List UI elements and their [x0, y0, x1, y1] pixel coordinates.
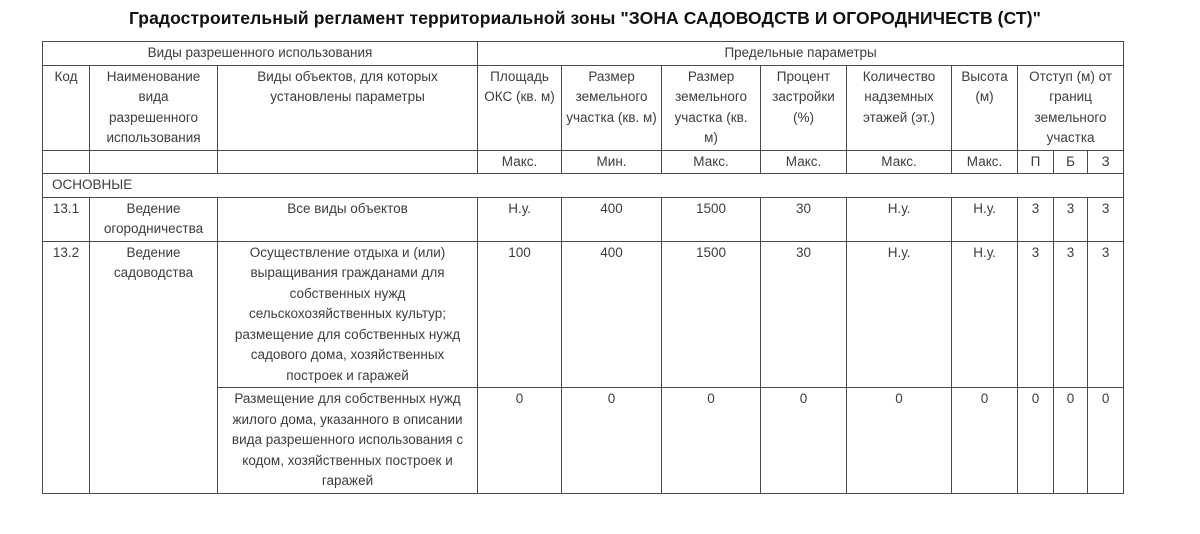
row-objects: Осуществление отдыха и (или) выращивания гражданами для собственных нужд сельскохозяйственных культур; размещение для собственных нужд садового дома, хозяйственных построек и гаражей — [218, 241, 478, 388]
header-oks-area: Площадь ОКС (кв. м) — [478, 65, 562, 150]
subheader-setback-p: П — [1018, 150, 1054, 174]
table-row — [43, 197, 1124, 241]
subheader-empty — [43, 150, 90, 174]
group-header-row — [43, 42, 1124, 66]
row-setback-b: 0 — [1054, 388, 1088, 494]
row-code: 13.1 — [43, 197, 90, 241]
row-setback-p: 3 — [1018, 197, 1054, 241]
header-objects: Виды объектов, для которых установлены параметры — [218, 65, 478, 150]
row-height: Н.у. — [952, 241, 1018, 388]
row-oks-area: Н.у. — [478, 197, 562, 241]
row-floors: Н.у. — [847, 197, 952, 241]
header-setback: Отступ (м) от границ земельного участка — [1018, 65, 1124, 150]
header-group-params: Предельные параметры — [478, 42, 1124, 66]
row-setback-p: 0 — [1018, 388, 1054, 494]
table-row — [43, 241, 1124, 388]
subheader-height: Макс. — [952, 150, 1018, 174]
regulation-table — [42, 41, 1124, 494]
header-code: Код — [43, 65, 90, 150]
document-title: Градостроительный регламент территориальной зоны "ЗОНА САДОВОДСТВ И ОГОРОДНИЧЕСТВ (СТ)" — [128, 8, 1042, 28]
row-coverage: 30 — [761, 197, 847, 241]
row-coverage: 30 — [761, 241, 847, 388]
header-plot-min: Размер земельного участка (кв. м) — [562, 65, 662, 150]
row-oks-area: 0 — [478, 388, 562, 494]
header-height: Высота (м) — [952, 65, 1018, 150]
row-coverage: 0 — [761, 388, 847, 494]
row-setback-p: 3 — [1018, 241, 1054, 388]
row-floors: Н.у. — [847, 241, 952, 388]
row-oks-area: 100 — [478, 241, 562, 388]
row-plot-min: 400 — [562, 197, 662, 241]
row-objects: Размещение для собственных нужд жилого дома, указанного в описании вида разрешенного использования с кодом, хозяйственных построек и гаражей — [218, 388, 478, 494]
subheader-empty — [90, 150, 218, 174]
subheader-plot-min: Мин. — [562, 150, 662, 174]
row-plot-min: 400 — [562, 241, 662, 388]
row-objects: Все виды объектов — [218, 197, 478, 241]
header-plot-max: Размер земельного участка (кв. м) — [662, 65, 761, 150]
row-height: Н.у. — [952, 197, 1018, 241]
row-name: Ведение садоводства — [90, 241, 218, 493]
row-setback-z: 3 — [1088, 241, 1124, 388]
row-setback-b: 3 — [1054, 197, 1088, 241]
subheader-floors: Макс. — [847, 150, 952, 174]
header-floors: Количество надземных этажей (эт.) — [847, 65, 952, 150]
row-name: Ведение огородничества — [90, 197, 218, 241]
row-setback-b: 3 — [1054, 241, 1088, 388]
column-header-row — [43, 65, 1124, 150]
subheader-oks-area: Макс. — [478, 150, 562, 174]
row-plot-max: 1500 — [662, 197, 761, 241]
section-label: ОСНОВНЫЕ — [43, 174, 1124, 198]
row-setback-z: 3 — [1088, 197, 1124, 241]
header-coverage: Процент застройки (%) — [761, 65, 847, 150]
subheader-row — [43, 150, 1124, 174]
subheader-plot-max: Макс. — [662, 150, 761, 174]
subheader-setback-z: З — [1088, 150, 1124, 174]
row-floors: 0 — [847, 388, 952, 494]
row-code: 13.2 — [43, 241, 90, 493]
subheader-empty — [218, 150, 478, 174]
section-row — [43, 174, 1124, 198]
row-plot-max: 1500 — [662, 241, 761, 388]
row-height: 0 — [952, 388, 1018, 494]
subheader-coverage: Макс. — [761, 150, 847, 174]
subheader-setback-b: Б — [1054, 150, 1088, 174]
row-plot-max: 0 — [662, 388, 761, 494]
header-group-uses: Виды разрешенного использования — [43, 42, 478, 66]
row-setback-z: 0 — [1088, 388, 1124, 494]
header-name: Наименование вида разрешенного использования — [90, 65, 218, 150]
row-plot-min: 0 — [562, 388, 662, 494]
